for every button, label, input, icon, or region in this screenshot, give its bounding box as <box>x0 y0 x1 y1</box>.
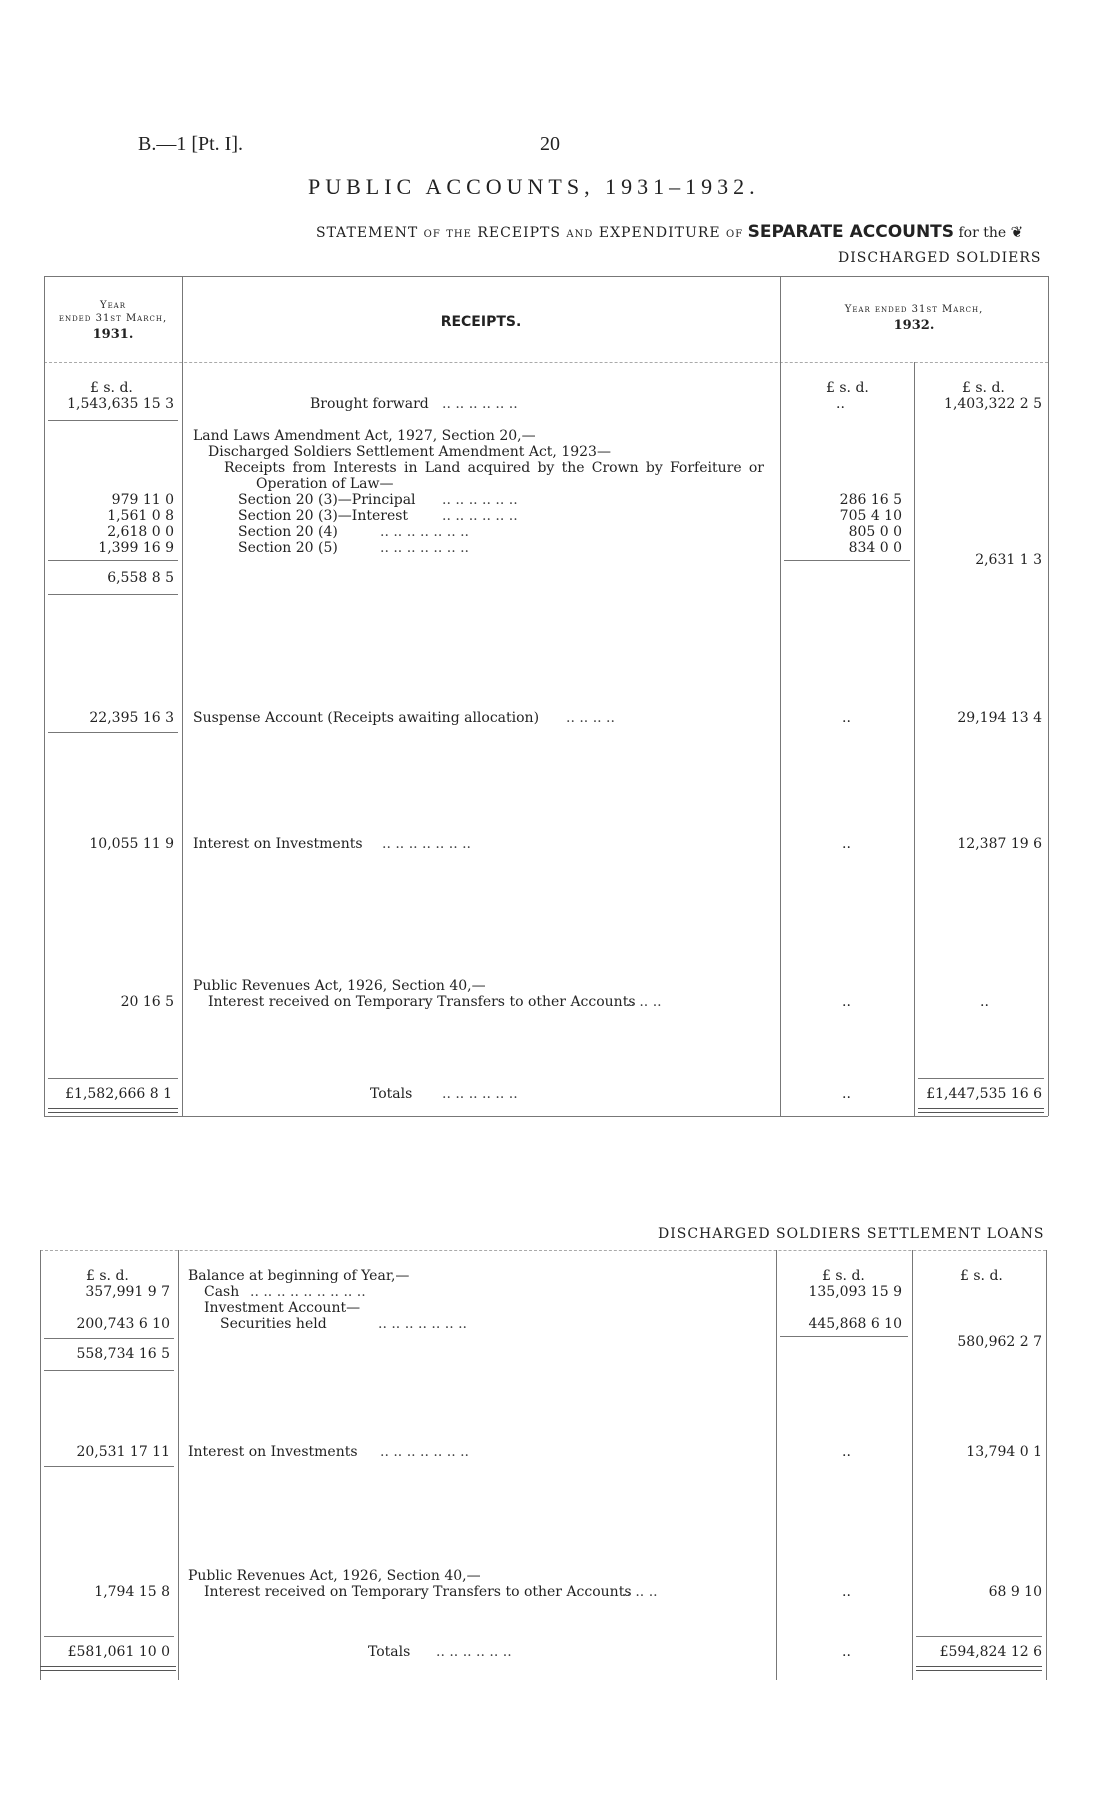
unit-mid: £ s. d. <box>822 1268 865 1284</box>
totals-rule <box>918 1078 1044 1079</box>
leader-dots: .. .. .. .. .. .. .. .. .. <box>250 1284 366 1300</box>
leader-dots: .. .. .. .. .. .. <box>442 1086 518 1102</box>
unit-cur: £ s. d. <box>960 1268 1003 1284</box>
header-current-year: 1932. <box>893 318 935 333</box>
unit-cur: £ s. d. <box>962 380 1005 396</box>
prev-subtotal-rule <box>48 420 178 421</box>
table1-col-divider-1 <box>182 276 183 1116</box>
prev-subtotal: 558,734 16 5 <box>76 1346 170 1362</box>
header-ended-label: ended 31st March, <box>58 313 168 324</box>
header-year-label: Year <box>99 300 127 311</box>
document-reference: B.—1 [Pt. I]. <box>138 133 243 155</box>
mid-amount: 805 0 0 <box>848 524 902 540</box>
row-description: Section 20 (3)—Principal <box>238 492 416 508</box>
prev-amount: 10,055 11 9 <box>89 836 174 852</box>
leader-dots: .. .. .. .. .. .. .. <box>380 1444 470 1460</box>
leader-dots: .. .. .. .. .. .. <box>442 396 518 412</box>
totals-double-rule <box>40 1666 176 1671</box>
row-description: Interest received on Temporary Transfers to other Accounts <box>208 994 636 1010</box>
header-prev-year: 1931. <box>92 327 134 342</box>
table2-col-divider-1 <box>178 1250 179 1680</box>
totals-double-rule <box>48 1108 178 1113</box>
section-label-settlement-loans: DISCHARGED SOLDIERS SETTLEMENT LOANS <box>658 1226 1045 1242</box>
row-description: Interest on Investments <box>193 836 363 852</box>
cur-subtotal: 2,631 1 3 <box>975 552 1042 568</box>
row-description: Brought forward <box>310 396 429 412</box>
unit-prev: £ s. d. <box>90 380 133 396</box>
table1-col-divider-3 <box>914 362 915 1116</box>
prev-subtotal: 6,558 8 5 <box>107 570 174 586</box>
cur-total: £1,447,535 16 6 <box>926 1086 1042 1102</box>
statement-subtitle <box>316 222 1023 242</box>
table2-col-divider-2 <box>776 1250 777 1680</box>
totals-rule <box>916 1636 1042 1637</box>
fleuron-icon: ❦ <box>1010 223 1024 241</box>
subtitle-bold: SEPARATE ACCOUNTS <box>747 222 955 242</box>
row-description: Totals <box>368 1644 411 1660</box>
table2-left-border <box>40 1250 41 1680</box>
table1-col-divider-2 <box>780 276 781 1116</box>
prev-amount: 1,399 16 9 <box>98 540 174 556</box>
table1-top-rule <box>44 276 1048 277</box>
cur-amount: 12,387 19 6 <box>957 836 1042 852</box>
table2-col-divider-3 <box>912 1250 913 1680</box>
row-description: Receipts from Interests in Land acquired by the Crown by Forfeiture or <box>224 460 764 476</box>
cur-amount: 68 9 10 <box>988 1584 1042 1600</box>
row-description: Interest on Investments <box>188 1444 358 1460</box>
prev-amount: 20,531 17 11 <box>76 1444 170 1460</box>
prev-subtotal-rule <box>48 594 178 595</box>
leader-dots: .. .. .. .. .. .. .. <box>380 524 470 540</box>
row-description: Totals <box>370 1086 413 1102</box>
prev-amount: 1,543,635 15 3 <box>67 396 174 412</box>
mid-amount: .. <box>842 1584 851 1600</box>
leader-dots: .. .. .. .. .. .. .. <box>378 1316 468 1332</box>
leader-dots: .. .. .. .. .. .. <box>442 508 518 524</box>
prev-amount: 2,618 0 0 <box>107 524 174 540</box>
unit-mid: £ s. d. <box>826 380 869 396</box>
prev-amount: 22,395 16 3 <box>89 710 174 726</box>
table1-left-border <box>44 276 45 1116</box>
row-description: Cash <box>204 1284 240 1300</box>
mid-subtotal-rule <box>780 1336 908 1337</box>
prev-subtotal-rule <box>44 1370 174 1371</box>
totals-double-rule <box>918 1108 1044 1113</box>
row-description: Land Laws Amendment Act, 1927, Section 20,— <box>193 428 536 444</box>
row-description: Section 20 (3)—Interest <box>238 508 409 524</box>
header-year-ended-current: Year ended 31st March, <box>844 304 984 315</box>
prev-subtotal-rule <box>44 1338 174 1339</box>
table1-bottom-rule <box>44 1116 1048 1117</box>
prev-subtotal-rule <box>48 560 178 561</box>
mid-amount: .. <box>842 994 851 1010</box>
cur-amount: 13,794 0 1 <box>966 1444 1042 1460</box>
prev-total: £1,582,666 8 1 <box>65 1086 172 1102</box>
table2-top-rule <box>40 1250 1046 1251</box>
leader-dots: .. .. .. <box>622 1584 658 1600</box>
row-description: Securities held <box>220 1316 327 1332</box>
row-description: Public Revenues Act, 1926, Section 40,— <box>193 978 486 994</box>
prev-amount: 200,743 6 10 <box>76 1316 170 1332</box>
mid-amount: .. <box>842 1644 851 1660</box>
subtitle-suffix: for the <box>958 225 1007 241</box>
row-description: Investment Account— <box>204 1300 361 1316</box>
cur-amount: 29,194 13 4 <box>957 710 1042 726</box>
table2-right-border <box>1046 1250 1047 1680</box>
row-description: Discharged Soldiers Settlement Amendment Act, 1923— <box>208 444 611 460</box>
mid-subtotal-rule <box>784 560 910 561</box>
leader-dots: .. .. .. .. <box>566 710 615 726</box>
subtitle-prefix: STATEMENT of the RECEIPTS and EXPENDITURE of <box>316 225 744 241</box>
cur-amount: .. <box>980 994 989 1010</box>
prev-amount: 20 16 5 <box>120 994 174 1010</box>
totals-rule <box>48 1078 178 1079</box>
mid-amount: .. <box>842 1086 851 1102</box>
unit-prev: £ s. d. <box>86 1268 129 1284</box>
mid-amount: .. <box>842 1444 851 1460</box>
leader-dots: .. .. .. .. .. .. <box>442 492 518 508</box>
row-description: Section 20 (4) <box>238 524 338 540</box>
row-description: Operation of Law— <box>256 476 394 492</box>
totals-double-rule <box>916 1666 1042 1671</box>
prev-total: £581,061 10 0 <box>67 1644 170 1660</box>
mid-amount: 286 16 5 <box>839 492 902 508</box>
prev-amount: 357,991 9 7 <box>85 1284 170 1300</box>
cur-amount: 1,403,322 2 5 <box>944 396 1042 412</box>
mid-amount: .. <box>842 836 851 852</box>
leader-dots: .. .. .. .. .. .. <box>436 1644 512 1660</box>
prev-amount: 1,794 15 8 <box>94 1584 170 1600</box>
totals-rule <box>44 1636 174 1637</box>
cur-subtotal: 580,962 2 7 <box>957 1334 1042 1350</box>
row-description: Suspense Account (Receipts awaiting allocation) <box>193 710 540 726</box>
mid-amount: 705 4 10 <box>839 508 902 524</box>
row-description: Section 20 (5) <box>238 540 338 556</box>
leader-dots: .. .. .. .. .. .. .. <box>382 836 472 852</box>
row-description: Balance at beginning of Year,— <box>188 1268 410 1284</box>
page-number: 20 <box>540 133 560 155</box>
prev-amount: 1,561 0 8 <box>107 508 174 524</box>
table1-header-rule <box>44 362 1048 363</box>
row-description: Public Revenues Act, 1926, Section 40,— <box>188 1568 481 1584</box>
mid-amount: 834 0 0 <box>848 540 902 556</box>
prev-amount: 979 11 0 <box>111 492 174 508</box>
page-title: PUBLIC ACCOUNTS, 1931–1932. <box>308 174 760 199</box>
mid-amount: .. <box>836 396 845 412</box>
section-label-discharged-soldiers: DISCHARGED SOLDIERS <box>838 250 1042 266</box>
mid-amount: 135,093 15 9 <box>808 1284 902 1300</box>
mid-amount: 445,868 6 10 <box>808 1316 902 1332</box>
leader-dots: .. .. .. <box>626 994 662 1010</box>
header-receipts: RECEIPTS. <box>440 314 522 330</box>
mid-amount: .. <box>842 710 851 726</box>
table1-right-border <box>1048 276 1049 1116</box>
row-description: Interest received on Temporary Transfers to other Accounts <box>204 1584 632 1600</box>
prev-subtotal-rule <box>48 732 178 733</box>
prev-subtotal-rule <box>44 1466 174 1467</box>
leader-dots: .. .. .. .. .. .. .. <box>380 540 470 556</box>
cur-total: £594,824 12 6 <box>939 1644 1042 1660</box>
